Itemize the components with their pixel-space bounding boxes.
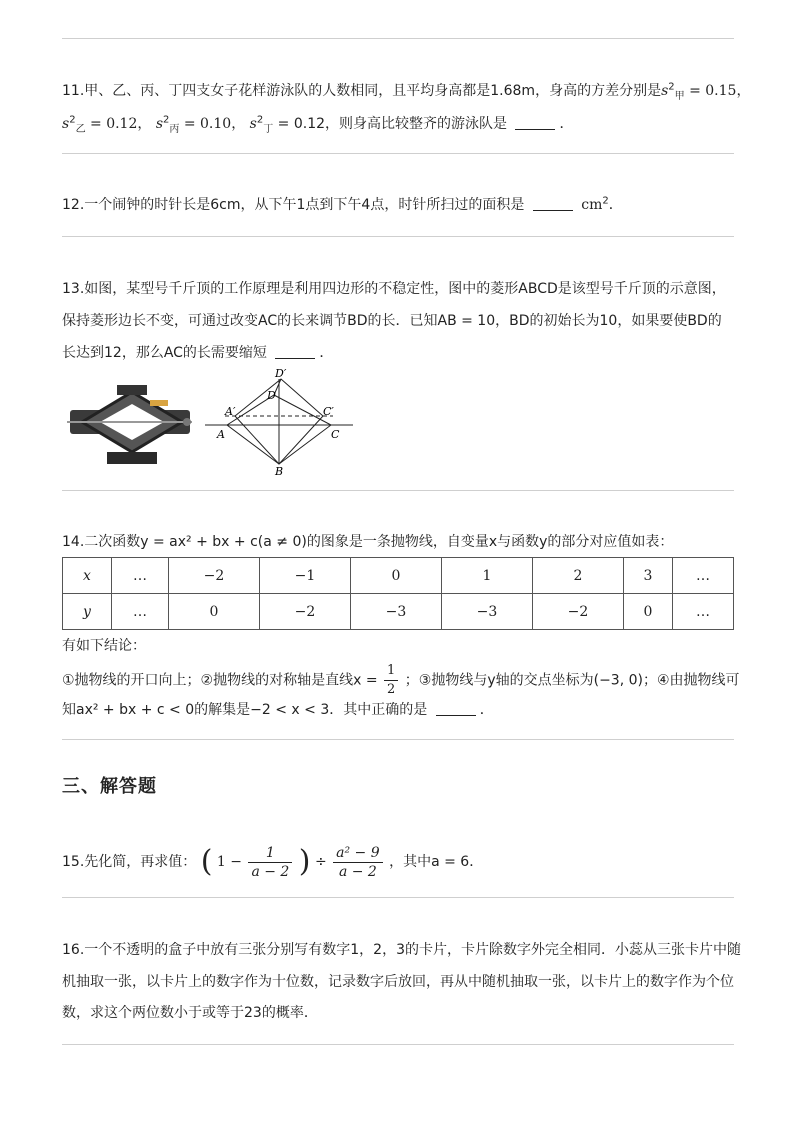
question-15: 15.先化简，再求值： ( 1 − $\frac{1}{a - 2}$ ) ÷ $\frac{\text{a² − 9}}{a - 2}$ ，其中a = 6． — [62, 844, 484, 880]
question-13-line-3 — [62, 343, 333, 363]
fraction-one-half — [384, 662, 398, 699]
q13-end: ． — [319, 345, 334, 361]
frac-den: a − 2 — [251, 863, 290, 880]
table-row — [63, 594, 734, 630]
frac-den: a − 2 — [338, 863, 377, 880]
q11-variance-jia: = 0.15， — [689, 83, 751, 99]
sub-yi: 乙 — [75, 123, 86, 135]
label-b: B — [275, 465, 284, 477]
table-cell: −2 — [169, 558, 260, 594]
label-d-prime: D′ — [275, 367, 287, 380]
q14-line1: 14.二次函数y = ax² + bx + c(a ≠ 0)的图象是一条抛物线，自变量x与函数y的部分对应值如表： — [62, 534, 674, 550]
q11-variance-yi: = 0.12， — [90, 116, 152, 132]
table-cell: … — [112, 558, 169, 594]
question-14-conclusion-intro — [62, 636, 146, 656]
q14-c1a: ①抛物线的开口向上；②抛物线的对称轴是直线x = — [62, 672, 378, 689]
table-cell: x — [63, 558, 112, 594]
q12-unit: cm — [581, 197, 603, 213]
table-row — [63, 558, 734, 594]
q15-prefix: 15.先化简，再求值： — [62, 854, 197, 870]
q13-line1: 13.如图，某型号千斤顶的工作原理是利用四边形的不稳定性，图中的菱形ABCD是该型号千斤顶的示意图， — [62, 281, 726, 297]
answer-blank[interactable] — [436, 701, 476, 716]
q12-text: 12.一个闹钟的时针长是6cm，从下午1点到下午4点，时针所扫过的面积是 — [62, 197, 525, 213]
table-cell: −2 — [260, 594, 351, 630]
q13-line3: 长达到12，那么AC的长需要缩短 — [62, 345, 267, 361]
q14-end: ． — [479, 702, 494, 718]
q16-line1: 16.一个不透明的盒子中放有三张分别写有数字1，2，3的卡片，卡片除数字外完全相同．小蕊从三张卡片中随 — [62, 942, 741, 958]
question-14-conclusion-line-2 — [62, 700, 494, 720]
question-16-line-2 — [62, 972, 734, 992]
answer-blank[interactable] — [275, 344, 315, 359]
table-cell: 0 — [624, 594, 673, 630]
q11-end: ． — [559, 116, 574, 132]
q11-variance-ding: = 0.12，则身高比较整齐的游泳队是 — [277, 116, 508, 132]
question-16-line-3 — [62, 1003, 318, 1023]
question-14-conclusion-line-1 — [62, 662, 740, 699]
q16-line3: 数，求这个两位数小于或等于23的概率． — [62, 1005, 318, 1021]
table-cell: −1 — [260, 558, 351, 594]
table-cell: −3 — [442, 594, 533, 630]
car-jack-image — [62, 380, 202, 470]
divider — [62, 490, 734, 491]
table-cell: … — [673, 594, 734, 630]
q14-c2: 知ax² + bx + c < 0的解集是−2 < x < 3．其中正确的是 — [62, 702, 428, 718]
divider — [62, 236, 734, 237]
sub-jia: 甲 — [674, 90, 685, 102]
question-16-line-1 — [62, 940, 741, 960]
table-cell: −3 — [351, 594, 442, 630]
fraction-2 — [333, 844, 383, 881]
question-14-line-1 — [62, 532, 673, 552]
sub-bing: 丙 — [169, 123, 180, 135]
answer-blank[interactable] — [533, 196, 573, 211]
frac-den: 2 — [387, 682, 396, 697]
q15-divide: ÷ — [314, 854, 327, 870]
q11-text: 11.甲、乙、丙、丁四支女子花样游泳队的人数相同，且平均身高都是1.68m，身高的方差分别是 — [62, 83, 662, 99]
question-13-line-1 — [62, 279, 726, 299]
table-cell: … — [112, 594, 169, 630]
frac-num: 1 — [384, 662, 398, 681]
answer-blank[interactable] — [515, 115, 555, 130]
frac-num: 1 — [248, 844, 292, 863]
question-13-line-2 — [62, 311, 722, 331]
table-cell: 3 — [624, 558, 673, 594]
label-c: C — [331, 428, 340, 441]
table-cell: … — [673, 558, 734, 594]
divider — [62, 38, 734, 39]
label-a: A — [217, 428, 225, 441]
label-a-prime: A′ — [225, 405, 236, 418]
section-heading: 三、解答题 — [62, 776, 157, 797]
q13-line2: 保持菱形边长不变，可通过改变AC的长来调节BD的长．已知AB = 10，BD的初始长为10，如果要使BD的 — [62, 313, 722, 329]
divider — [62, 153, 734, 154]
table-cell: 2 — [533, 558, 624, 594]
sub-ding: 丁 — [263, 123, 274, 135]
label-c-prime: C′ — [323, 405, 334, 418]
q15-suffix: ，其中a = 6． — [389, 854, 484, 870]
table-cell: 0 — [351, 558, 442, 594]
label-d: D — [267, 389, 276, 402]
divider — [62, 897, 734, 898]
divider — [62, 739, 734, 740]
rhombus-diagram — [205, 365, 355, 477]
q11-variance-bing: = 0.10， — [183, 116, 246, 132]
question-11-line-1: 11.甲、乙、丙、丁四支女子花样游泳队的人数相同，且平均身高都是1.68m，身高的方差分别是$s^2_甲 = 0.15$， — [62, 81, 751, 102]
divider — [62, 1044, 734, 1045]
q12-end: ． — [608, 197, 623, 213]
question-11-line-2: $s^2_乙 = 0.12$， $s^2_丙 = 0.10$， $s^2_丁 = 0.12$，则身高比较整齐的游泳队是 ． — [62, 114, 574, 135]
table-cell: 1 — [442, 558, 533, 594]
question-12: 12.一个闹钟的时针长是6cm，从下午1点到下午4点，时针所扫过的面积是 $cm^2$． — [62, 195, 623, 213]
q14-c1b: ；③抛物线与y轴的交点坐标为(−3, 0)；④由抛物线可 — [404, 672, 740, 689]
q16-line2: 机抽取一张，以卡片上的数字作为十位数，记录数字后放回，再从中随机抽取一张，以卡片上的数字作为个位 — [62, 974, 734, 990]
table-cell: −2 — [533, 594, 624, 630]
fraction-1 — [248, 844, 292, 881]
q15-one-minus: 1 − — [216, 854, 242, 870]
table-cell: y — [63, 594, 112, 630]
value-table — [62, 557, 734, 630]
frac-num: a² − 9 — [333, 844, 383, 863]
q14-intro: 有如下结论： — [62, 638, 146, 654]
table-cell: 0 — [169, 594, 260, 630]
